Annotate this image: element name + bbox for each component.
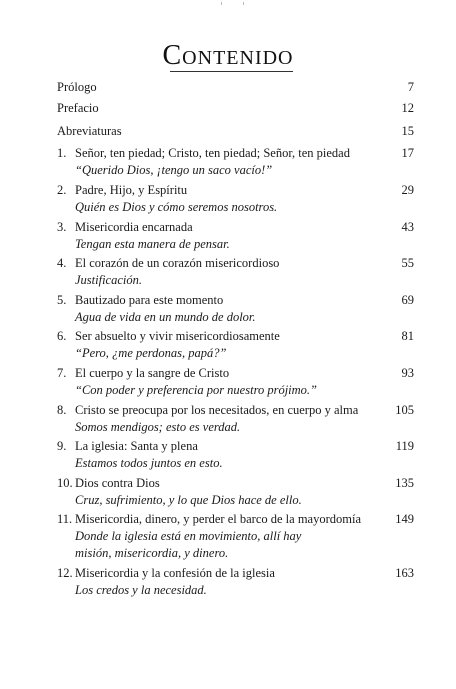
chapter-number: 9. — [57, 439, 67, 453]
chapter-number: 2. — [57, 183, 67, 197]
chapter-title: La iglesia: Santa y plena — [75, 439, 198, 453]
toc-page-number: 163 — [395, 566, 414, 580]
chapter-title: Padre, Hijo, y Espíritu — [75, 183, 188, 197]
toc-page-number: 43 — [401, 220, 414, 234]
chapter-subtitle-continued: misión, misericordia, y dinero. — [75, 546, 229, 560]
toc-entry-title: Prefacio — [57, 101, 99, 115]
chapter-subtitle: Quién es Dios y cómo seremos nosotros. — [75, 200, 278, 214]
chapter-subtitle: “Con poder y preferencia por nuestro prójimo.” — [75, 383, 318, 397]
toc-page-number: 55 — [401, 256, 414, 270]
chapter-subtitle: “Querido Dios, ¡tengo un saco vacío!” — [75, 163, 273, 177]
chapter-title: El cuerpo y la sangre de Cristo — [75, 366, 230, 380]
chapter-number: 12. — [57, 566, 73, 580]
chapter-number: 5. — [57, 293, 67, 307]
chapter-subtitle: Agua de vida en un mundo de dolor. — [75, 310, 256, 324]
chapter-number: 8. — [57, 403, 67, 417]
chapter-subtitle: Tengan esta manera de pensar. — [75, 237, 230, 251]
chapter-title: Misericordia encarnada — [75, 220, 193, 234]
toc-page-number: 29 — [401, 183, 414, 197]
title-underline — [170, 71, 293, 72]
chapter-number: 3. — [57, 220, 67, 234]
toc-entry-title: Prólogo — [57, 80, 97, 94]
chapter-number: 11. — [57, 512, 73, 526]
toc-page-number: 105 — [395, 403, 414, 417]
chapter-subtitle: Donde la iglesia está en movimiento, allí hay — [75, 529, 302, 543]
chapter-subtitle: Estamos todos juntos en esto. — [75, 456, 223, 470]
chapter-title: Ser absuelto y vivir misericordiosamente — [75, 329, 280, 343]
chapter-subtitle: Los credos y la necesidad. — [75, 583, 207, 597]
chapter-number: 10. — [57, 476, 73, 490]
toc-page-number: 12 — [401, 101, 414, 115]
page-title: Contenido — [162, 40, 294, 71]
chapter-subtitle: Somos mendigos; esto es verdad. — [75, 420, 241, 434]
chapter-title: Misericordia, dinero, y perder el barco de la mayordomía — [75, 512, 361, 526]
toc-page-number: 15 — [401, 124, 414, 138]
toc-page-number: 69 — [401, 293, 414, 307]
toc-page-number: 119 — [395, 439, 414, 453]
chapter-title: Misericordia y la confesión de la iglesia — [75, 566, 275, 580]
toc-page-number: 135 — [395, 476, 414, 490]
chapter-number: 4. — [57, 256, 67, 270]
chapter-number: 7. — [57, 366, 67, 380]
print-speck — [243, 2, 244, 5]
toc-page-number: 17 — [401, 146, 414, 160]
chapter-title: Señor, ten piedad; Cristo, ten piedad; Señor, ten piedad — [75, 146, 350, 160]
chapter-number: 1. — [57, 146, 67, 160]
chapter-subtitle: Justificación. — [75, 273, 142, 287]
chapter-title: Bautizado para este momento — [75, 293, 224, 307]
toc-page-number: 81 — [401, 329, 414, 343]
chapter-title: El corazón de un corazón misericordioso — [75, 256, 280, 270]
chapter-number: 6. — [57, 329, 67, 343]
print-speck — [221, 2, 222, 5]
toc-entry-title: Abreviaturas — [57, 124, 122, 138]
toc-page-number: 149 — [395, 512, 414, 526]
toc-page-number: 7 — [407, 80, 414, 94]
chapter-title: Dios contra Dios — [75, 476, 160, 490]
chapter-subtitle: “Pero, ¿me perdonas, papá?” — [75, 346, 227, 360]
chapter-subtitle: Cruz, sufrimiento, y lo que Dios hace de ello. — [75, 493, 302, 507]
chapter-title: Cristo se preocupa por los necesitados, en cuerpo y alma — [75, 403, 359, 417]
toc-page-number: 93 — [401, 366, 414, 380]
